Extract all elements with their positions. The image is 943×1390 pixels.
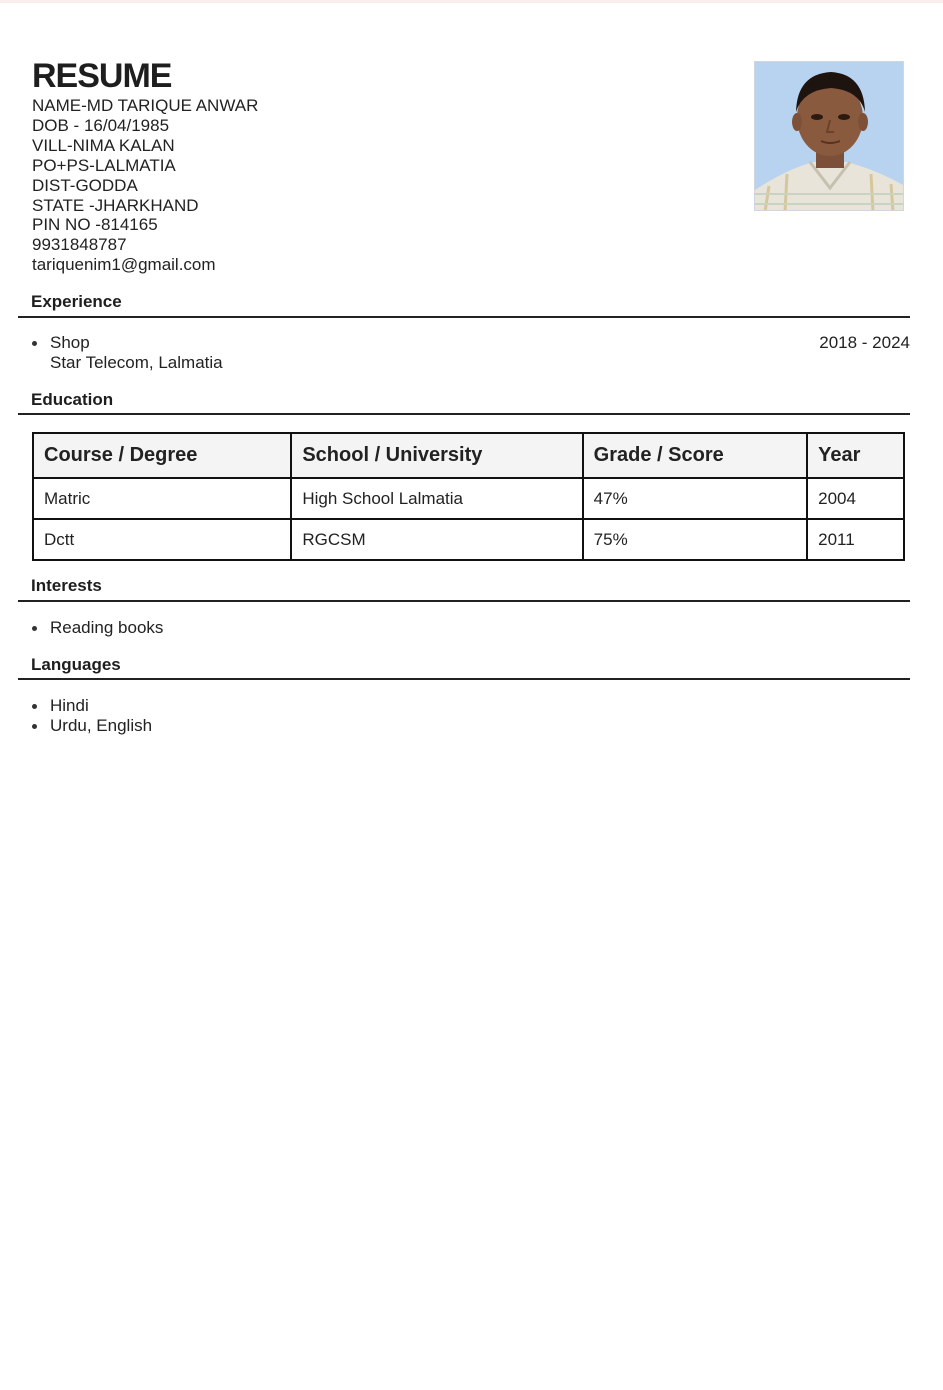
info-pin: PIN NO -814165 — [32, 215, 158, 235]
info-dob: DOB - 16/04/1985 — [32, 115, 170, 135]
table-row — [33, 478, 904, 519]
cell-grade: 47% — [583, 478, 807, 519]
cell-course: Dctt — [33, 519, 291, 560]
list-item: Hindi — [32, 696, 152, 716]
experience-role: Shop — [50, 333, 90, 352]
experience-company: Star Telecom, Lalmatia — [50, 353, 223, 372]
cell-course: Matric — [33, 478, 291, 519]
experience-divider — [18, 316, 910, 318]
profile-photo — [754, 61, 904, 211]
languages-divider — [18, 678, 910, 680]
interests-list — [32, 618, 163, 638]
info-district: DIST-GODDA — [32, 175, 138, 195]
profile-photo-image — [755, 62, 904, 211]
header — [32, 56, 632, 275]
experience-list — [32, 333, 223, 373]
list-item: Reading books — [32, 618, 163, 638]
top-border — [0, 0, 943, 3]
cell-year: 2004 — [807, 478, 904, 519]
info-po-ps: PO+PS-LALMATIA — [32, 155, 176, 175]
languages-list — [32, 696, 152, 736]
interests-heading: Interests — [31, 576, 102, 595]
cell-school: High School Lalmatia — [291, 478, 582, 519]
education-heading: Education — [31, 390, 114, 409]
column-header-course: Course / Degree — [33, 433, 291, 478]
languages-heading: Languages — [31, 655, 121, 674]
info-email: tariquenim1@gmail.com — [32, 255, 216, 275]
experience-item — [32, 333, 223, 373]
resume-title: RESUME — [32, 57, 172, 95]
education-table — [32, 432, 905, 561]
info-state: STATE -JHARKHAND — [32, 195, 199, 215]
info-name: NAME-MD TARIQUE ANWAR — [32, 96, 259, 115]
cell-grade: 75% — [583, 519, 807, 560]
list-item: Urdu, English — [32, 716, 152, 736]
cell-school: RGCSM — [291, 519, 582, 560]
column-header-year: Year — [807, 433, 904, 478]
table-row — [33, 519, 904, 560]
education-header-row — [33, 433, 904, 478]
experience-heading: Experience — [31, 292, 122, 311]
interests-divider — [18, 600, 910, 602]
cell-year: 2011 — [807, 519, 904, 560]
column-header-grade: Grade / Score — [583, 433, 807, 478]
info-phone: 9931848787 — [32, 235, 127, 255]
column-header-school: School / University — [291, 433, 582, 478]
info-village: VILL-NIMA KALAN — [32, 135, 175, 155]
education-divider — [18, 413, 910, 415]
experience-dates: 2018 - 2024 — [819, 333, 910, 352]
